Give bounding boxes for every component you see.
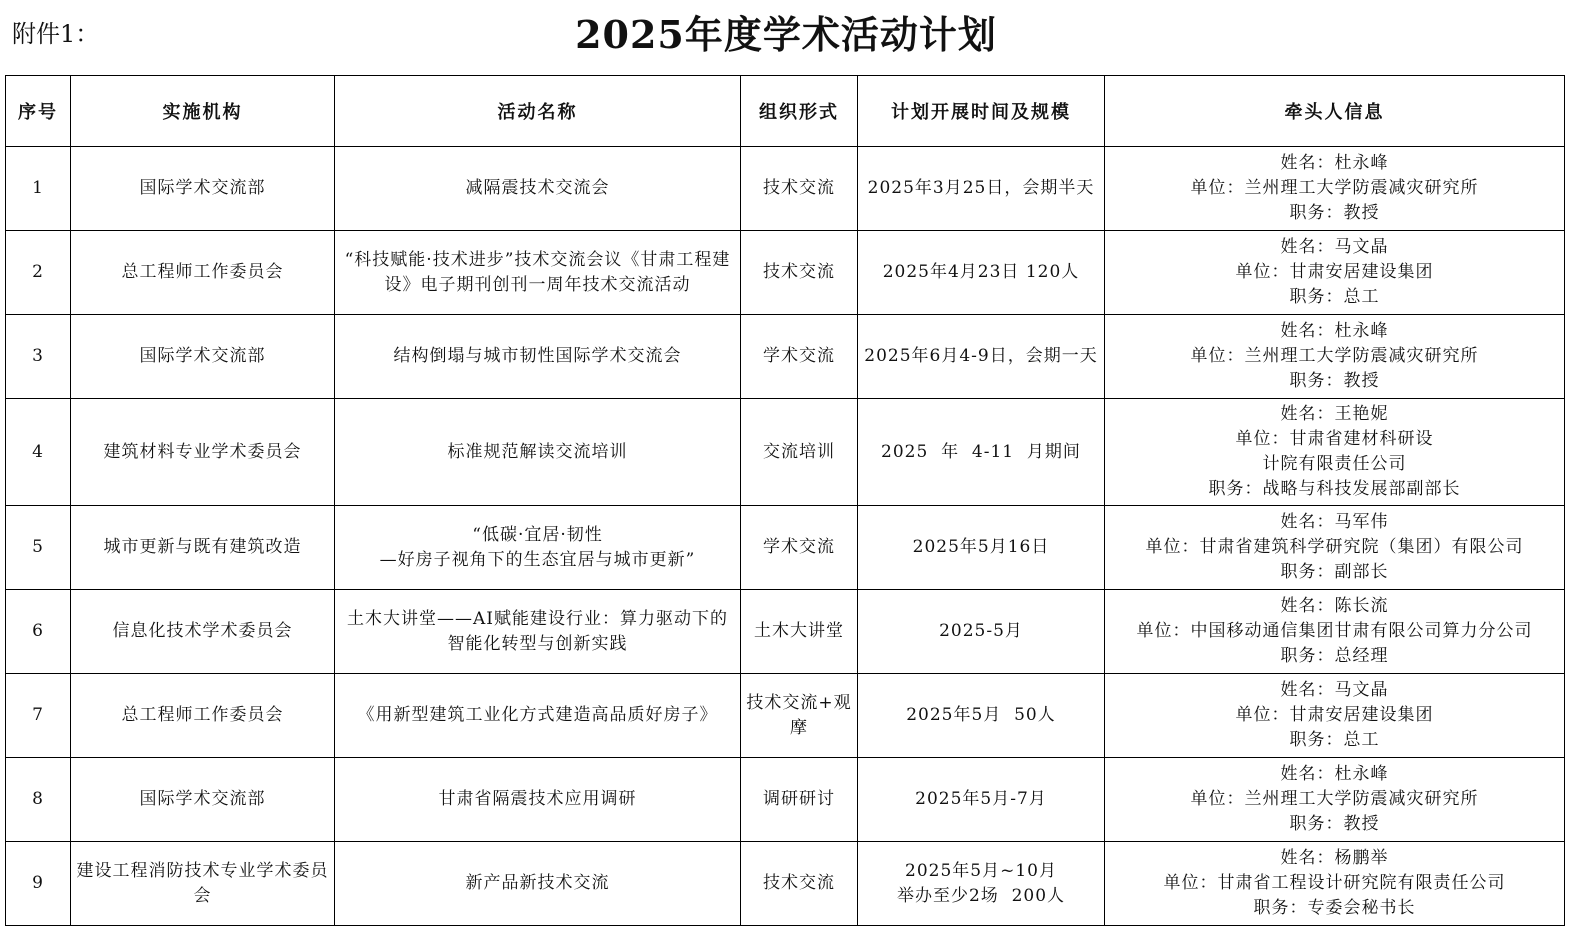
col-header-org: 实施机构 (71, 76, 335, 147)
row-activity: “科技赋能·技术进步”技术交流会议《甘肃工程建设》电子期刊创刊一周年技术交流活动 (335, 231, 741, 315)
lead-name: 姓名：杜永峰 (1280, 764, 1389, 784)
row-org: 城市更新与既有建筑改造 (71, 506, 335, 590)
row-no: 2 (6, 231, 71, 315)
row-no: 1 (6, 147, 71, 231)
lead-name: 姓名：马文晶 (1280, 237, 1389, 257)
row-time: 2025年5月16日 (858, 506, 1105, 590)
table-row (6, 674, 1565, 758)
row-no: 9 (6, 842, 71, 926)
row-lead (1105, 506, 1565, 590)
lead-title: 职务：总工 (1289, 730, 1380, 750)
lead-unit-cont: 计院有限责任公司 (1262, 454, 1407, 474)
lead-unit: 单位：兰州理工大学防震减灾研究所 (1190, 789, 1479, 809)
lead-title: 职务：专委会秘书长 (1253, 898, 1416, 918)
activity-line-2: —好房子视角下的生态宜居与城市更新” (379, 549, 696, 570)
row-lead (1105, 758, 1565, 842)
row-lead (1105, 231, 1565, 315)
attachment-label: 附件1： (12, 20, 100, 48)
row-form: 调研研讨 (741, 758, 858, 842)
page-title: 2025年度学术活动计划 (575, 12, 997, 57)
time-line-2: 举办至少2场 200人 (896, 885, 1066, 906)
lead-title: 职务：教授 (1289, 203, 1380, 223)
lead-unit: 单位：甘肃省建材科研设 (1235, 429, 1434, 449)
table-row (6, 758, 1565, 842)
row-form: 学术交流 (741, 506, 858, 590)
row-time: 2025-5月 (858, 590, 1105, 674)
activity-line-1: “低碳·宜居·韧性 (472, 524, 603, 545)
row-org: 国际学术交流部 (71, 758, 335, 842)
lead-name: 姓名：马文晶 (1280, 680, 1389, 700)
row-time: 2025年4月23日 120人 (858, 231, 1105, 315)
row-activity (335, 506, 741, 590)
row-form: 交流培训 (741, 399, 858, 506)
row-time: 2025年5月 50人 (858, 674, 1105, 758)
row-activity: 土木大讲堂——AI赋能建设行业：算力驱动下的智能化转型与创新实践 (335, 590, 741, 674)
row-no: 3 (6, 315, 71, 399)
row-org: 总工程师工作委员会 (71, 231, 335, 315)
row-time: 2025 年 4-11 月期间 (858, 399, 1105, 506)
col-header-no: 序号 (6, 76, 71, 147)
col-header-time: 计划开展时间及规模 (858, 76, 1105, 147)
time-line-1: 2025年5月~10月 (905, 860, 1057, 881)
row-lead (1105, 147, 1565, 231)
lead-unit: 单位：甘肃省建筑科学研究院（集团）有限公司 (1145, 537, 1524, 557)
row-form: 技术交流+观摩 (741, 674, 858, 758)
row-form: 技术交流 (741, 842, 858, 926)
row-org: 建筑材料专业学术委员会 (71, 399, 335, 506)
row-lead (1105, 590, 1565, 674)
row-time: 2025年3月25日，会期半天 (858, 147, 1105, 231)
row-org: 总工程师工作委员会 (71, 674, 335, 758)
row-activity: 甘肃省隔震技术应用调研 (335, 758, 741, 842)
table-row (6, 506, 1565, 590)
lead-name: 姓名：王艳妮 (1280, 404, 1389, 424)
lead-name: 姓名：杨鹏举 (1280, 848, 1389, 868)
row-activity: 减隔震技术交流会 (335, 147, 741, 231)
lead-title: 职务：教授 (1289, 814, 1380, 834)
table-row (6, 231, 1565, 315)
row-org: 信息化技术学术委员会 (71, 590, 335, 674)
lead-title: 职务：总工 (1289, 287, 1380, 307)
lead-unit: 单位：兰州理工大学防震减灾研究所 (1190, 346, 1479, 366)
lead-name: 姓名：马军伟 (1280, 512, 1389, 532)
row-lead (1105, 842, 1565, 926)
lead-title: 职务：总经理 (1280, 646, 1389, 666)
row-org: 国际学术交流部 (71, 315, 335, 399)
row-org: 国际学术交流部 (71, 147, 335, 231)
lead-title: 职务：副部长 (1280, 562, 1389, 582)
row-form: 技术交流 (741, 147, 858, 231)
row-lead (1105, 315, 1565, 399)
row-form: 学术交流 (741, 315, 858, 399)
lead-unit: 单位：中国移动通信集团甘肃有限公司算力分公司 (1136, 621, 1533, 641)
table-row (6, 590, 1565, 674)
row-no: 6 (6, 590, 71, 674)
table-header-row (6, 76, 1565, 147)
row-activity: 标准规范解读交流培训 (335, 399, 741, 506)
lead-title: 职务：教授 (1289, 371, 1380, 391)
row-activity: 新产品新技术交流 (335, 842, 741, 926)
row-form: 技术交流 (741, 231, 858, 315)
row-org: 建设工程消防技术专业学术委员会 (71, 842, 335, 926)
row-lead (1105, 674, 1565, 758)
col-header-form: 组织形式 (741, 76, 858, 147)
row-no: 4 (6, 399, 71, 506)
row-no: 7 (6, 674, 71, 758)
table-row (6, 399, 1565, 506)
lead-name: 姓名：杜永峰 (1280, 153, 1389, 173)
row-time: 2025年6月4-9日，会期一天 (858, 315, 1105, 399)
table-row (6, 842, 1565, 926)
lead-unit: 单位：甘肃安居建设集团 (1235, 705, 1434, 725)
row-time (858, 842, 1105, 926)
lead-unit: 单位：甘肃省工程设计研究院有限责任公司 (1163, 873, 1506, 893)
row-time: 2025年5月-7月 (858, 758, 1105, 842)
lead-unit: 单位：甘肃安居建设集团 (1235, 262, 1434, 282)
lead-unit: 单位：兰州理工大学防震减灾研究所 (1190, 178, 1479, 198)
lead-title: 职务：战略与科技发展部副部长 (1208, 479, 1461, 499)
lead-name: 姓名：杜永峰 (1280, 321, 1389, 341)
table-row (6, 147, 1565, 231)
row-no: 5 (6, 506, 71, 590)
row-activity: 《用新型建筑工业化方式建造高品质好房子》 (335, 674, 741, 758)
col-header-lead: 牵头人信息 (1105, 76, 1565, 147)
row-lead (1105, 399, 1565, 506)
table-row (6, 315, 1565, 399)
row-activity: 结构倒塌与城市韧性国际学术交流会 (335, 315, 741, 399)
row-no: 8 (6, 758, 71, 842)
activity-plan-table (5, 75, 1565, 926)
row-form: 土木大讲堂 (741, 590, 858, 674)
col-header-activity: 活动名称 (335, 76, 741, 147)
lead-name: 姓名：陈长流 (1280, 596, 1389, 616)
